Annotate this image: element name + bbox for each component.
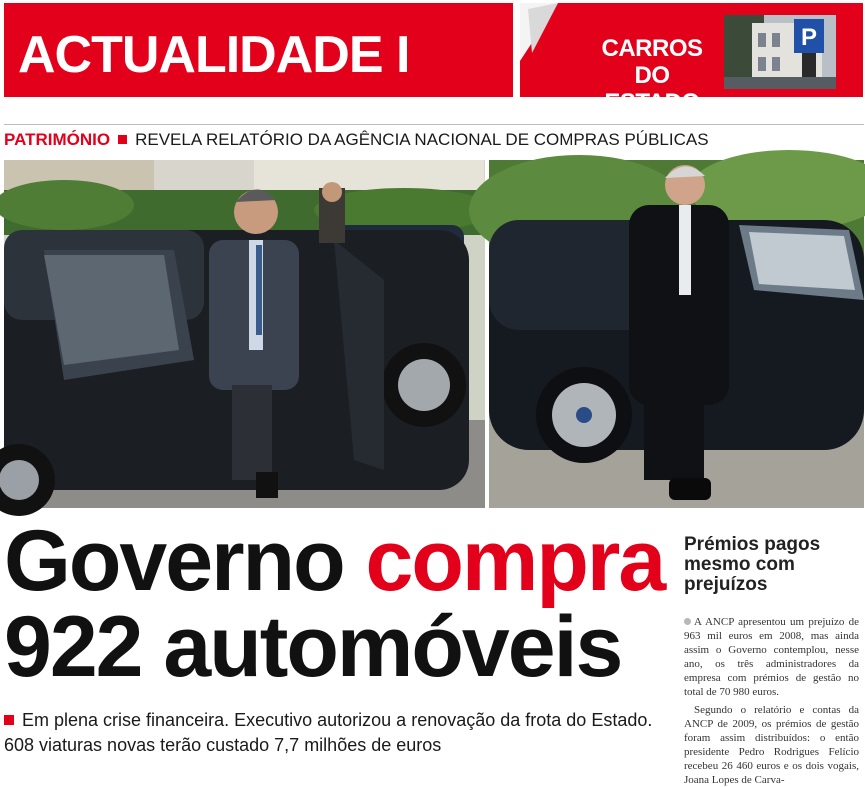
kicker bbox=[4, 129, 709, 151]
bullet-dot-icon bbox=[684, 618, 691, 625]
photo-right bbox=[489, 160, 864, 508]
page-fold-icon bbox=[520, 3, 560, 63]
sidebar-paragraph: A ANCP apresentou um prejuízo de 963 mil euros em 2008, mas ainda assim o Governo contemplou, nesse ano, os três administradores da empresa com prémios de gestão no total de 70 980 euros. bbox=[684, 616, 859, 698]
related-banner[interactable] bbox=[520, 3, 863, 116]
section-banner bbox=[4, 3, 513, 97]
divider bbox=[4, 124, 864, 125]
photo-left bbox=[4, 160, 485, 508]
bullet-square-icon bbox=[4, 715, 14, 725]
related-title: CARROS DO ESTADO bbox=[601, 35, 703, 116]
related-thumbnail bbox=[724, 15, 836, 89]
section-title: ACTUALIDADE I bbox=[18, 26, 410, 84]
headline-highlight: compra bbox=[365, 513, 665, 609]
kicker-section: PATRIMÓNIO bbox=[4, 130, 111, 149]
bullet-square-icon bbox=[118, 135, 127, 144]
headline: Governo compra 922 automóveis bbox=[4, 513, 665, 695]
parking-sign: P bbox=[800, 24, 818, 51]
lead-paragraph: Em plena crise financeira. Executivo autorizou a renovação da frota do Estado. 608 viaturas novas terão custado 7,7 milhões de euros bbox=[4, 710, 653, 755]
sidebar-body bbox=[684, 615, 859, 787]
sidebar-title: Prémios pagos mesmo com prejuízos bbox=[684, 534, 821, 595]
sidebar-paragraph: Segundo o relatório e contas da ANCP de 2009, os prémios de gestão foram assim distribuídos: o então presidente Pedro Rodrigues Felício recebeu 26 460 euros e os dois vogais, Joana Lopes de Carva- bbox=[684, 704, 859, 786]
kicker-text: REVELA RELATÓRIO DA AGÊNCIA NACIONAL DE COMPRAS PÚBLICAS bbox=[135, 130, 709, 149]
